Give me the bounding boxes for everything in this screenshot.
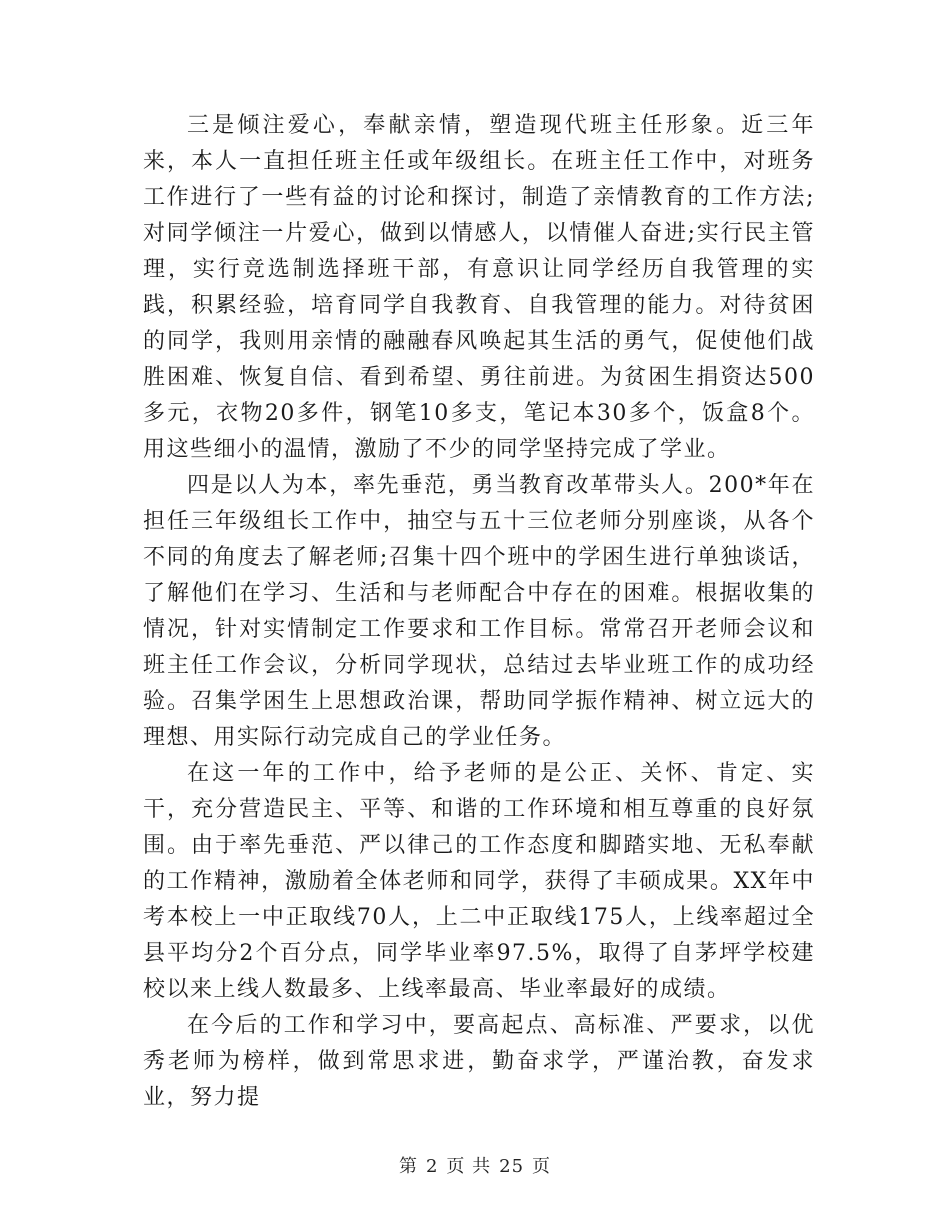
page-label-suffix: 页 <box>532 1156 552 1177</box>
total-pages-number: 25 <box>499 1156 525 1177</box>
paragraph-2: 四是以人为本，率先垂范，勇当教育改革带头人。200*年在担任三年级组长工作中，抽空与五十三位老师分别座谈，从各个不同的角度去了解老师;召集十四个班中的学困生进行单独谈话，了解他们在学习、生活和与老师配合中存在的困难。根据收集的情况，针对实情制定工作要求和工作目标。常常召开老师会议和班主任工作会议，分析同学现状，总结过去毕业班工作的成功经验。召集学困生上思想政治课，帮助同学振作精神、树立远大的理想、用实际行动完成自己的学业任务。 <box>143 473 815 750</box>
page-label-prefix: 第 <box>398 1156 418 1177</box>
page-label-middle: 页 共 <box>446 1156 492 1177</box>
document-body <box>143 108 815 1116</box>
page-footer <box>0 1152 950 1178</box>
paragraph-1: 三是倾注爱心，奉献亲情，塑造现代班主任形象。近三年来，本人一直担任班主任或年级组长。在班主任工作中，对班务工作进行了一些有益的讨论和探讨，制造了亲情教育的工作方法;对同学倾注一片爱心，做到以情感人，以情催人奋进;实行民主管理，实行竞选制选择班干部，有意识让同学经历自我管理的实践，积累经验，培育同学自我教育、自我管理的能力。对待贫困的同学，我则用亲情的融融春风唤起其生活的勇气，促使他们战胜困难、恢复自信、看到希望、勇往前进。为贫困生捐资达500多元，衣物20多件，钢笔10多支，笔记本30多个，饭盒8个。用这些细小的温情，激励了不少的同学坚持完成了学业。 <box>143 113 815 462</box>
current-page-number: 2 <box>425 1156 439 1177</box>
paragraph-4: 在今后的工作和学习中，要高起点、高标准、严要求，以优秀老师为榜样，做到常思求进，勤奋求学，严谨治教，奋发求业，努力提 <box>143 1013 815 1110</box>
paragraph-3: 在这一年的工作中，给予老师的是公正、关怀、肯定、实干，充分营造民主、平等、和谐的工作环境和相互尊重的良好氛围。由于率先垂范、严以律己的工作态度和脚踏实地、无私奉献的工作精神，激励着全体老师和同学，获得了丰硕成果。XX年中考本校上一中正取线70人，上二中正取线175人，上线率超过全县平均分2个百分点，同学毕业率97.5%，取得了自茅坪学校建校以来上线人数最多、上线率最高、毕业率最好的成绩。 <box>143 761 815 1002</box>
